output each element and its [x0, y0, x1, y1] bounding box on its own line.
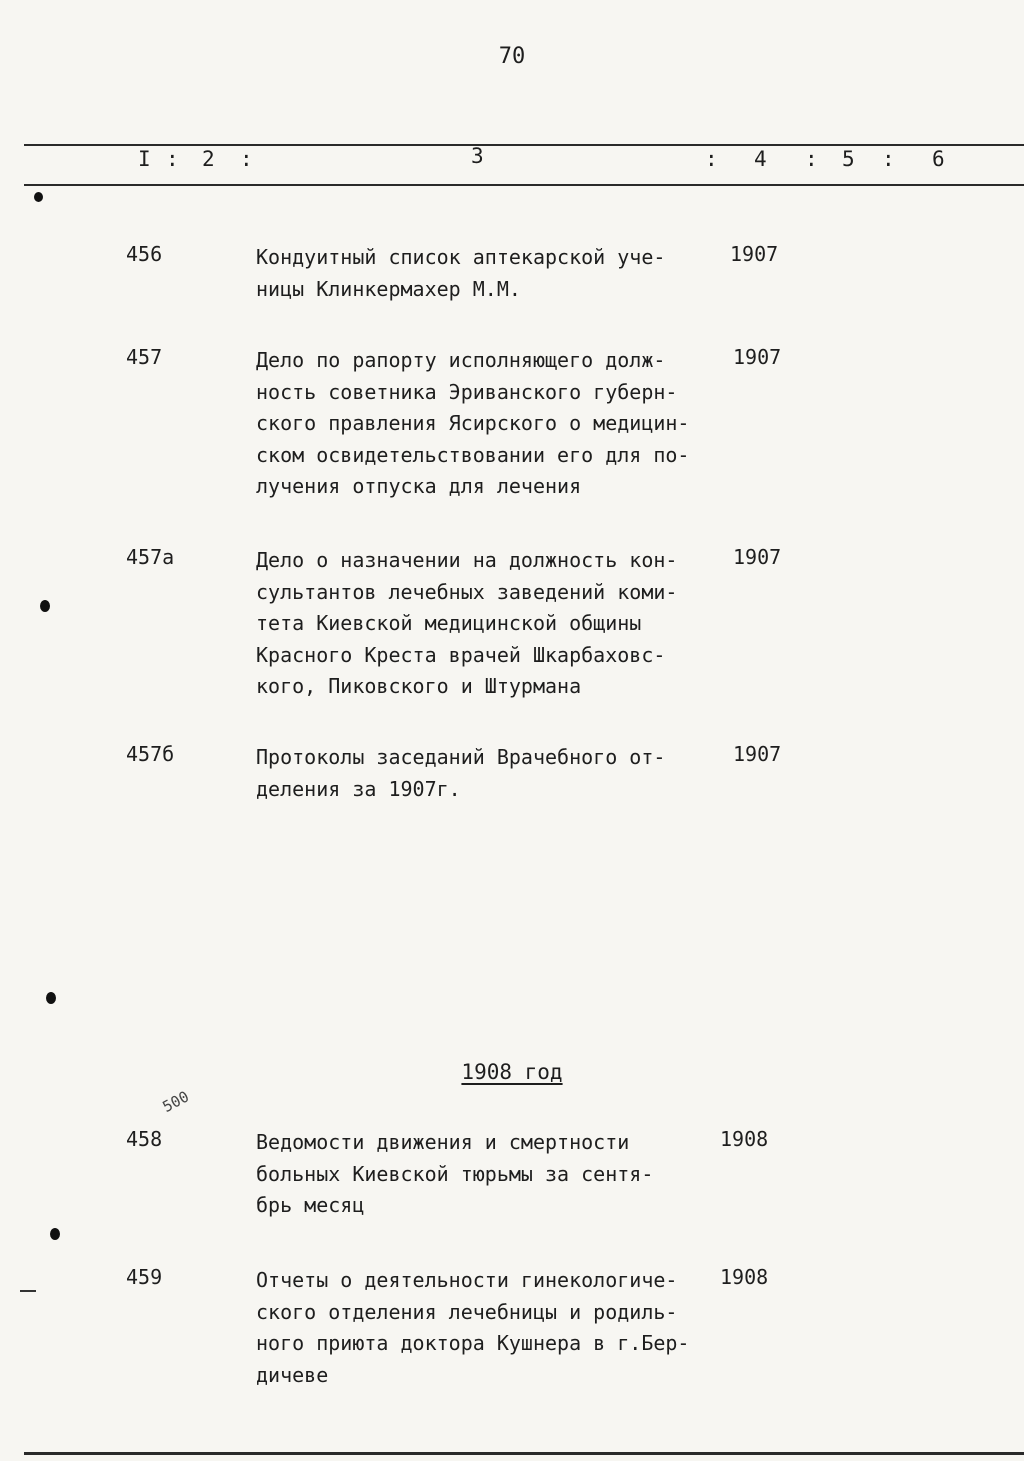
- column-separator: :: [882, 147, 895, 171]
- section-heading: [0, 1060, 1024, 1084]
- entry-year: 1907: [733, 742, 782, 766]
- entry-number: 458: [126, 1127, 163, 1151]
- entry-title-line: Дело о назначении на должность кон-: [256, 548, 678, 572]
- column-separator: :: [705, 147, 718, 171]
- binder-hole-dot: [50, 1228, 60, 1240]
- section-heading-text: 1908 год: [461, 1060, 563, 1084]
- entry-title-line: больных Киевской тюрьмы за сентя-: [256, 1161, 654, 1186]
- entry-title-line: Дело по рапорту исполняющего долж-: [256, 348, 666, 372]
- entry-title: [256, 345, 736, 503]
- binder-hole-dot: [46, 992, 56, 1004]
- entry-title-line: ского отделения лечебницы и родиль-: [256, 1299, 678, 1324]
- entry-title-line: Кондуитный список аптекарской уче-: [256, 245, 666, 269]
- entry-number: 459: [126, 1265, 163, 1289]
- column-header-2: 2: [202, 147, 215, 171]
- entry-title-line: брь месяц: [256, 1193, 365, 1217]
- entry-year: 1908: [720, 1265, 769, 1289]
- page-number: 70: [498, 44, 526, 69]
- entry-title: [256, 1265, 736, 1391]
- table-top-rule: [24, 144, 1024, 146]
- entry-title-line: ность советника Эриванского губерн-: [256, 379, 678, 404]
- entry-title-line: Красного Креста врачей Шкарбаховс-: [256, 642, 666, 667]
- table-bottom-rule: [24, 1452, 1024, 1455]
- entry-title-line: тета Киевской медицинской общины: [256, 611, 642, 635]
- binder-hole-dot: [34, 192, 43, 202]
- entry-number: 457а: [126, 545, 175, 569]
- column-header-6: 6: [932, 147, 945, 171]
- column-header-5: 5: [842, 147, 855, 171]
- entry-title: [256, 242, 736, 305]
- entry-title-line: ском освидетельствовании его для по-: [256, 442, 690, 467]
- entry-title: [256, 742, 736, 805]
- entry-title-line: Протоколы заседаний Врачебного от-: [256, 745, 666, 769]
- column-header-3: 3: [471, 144, 484, 168]
- entry-title-line: ного приюта доктора Кушнера в г.Бер-: [256, 1331, 690, 1355]
- entry-year: 1907: [733, 545, 782, 569]
- column-separator: :: [166, 147, 179, 171]
- entry-year: 1908: [720, 1127, 769, 1151]
- margin-note: 500: [159, 1087, 192, 1116]
- entry-title-line: ницы Клинкермахер М.М.: [256, 276, 521, 301]
- table-header-rule: [24, 184, 1024, 186]
- entry-title-line: сультантов лечебных заведений коми-: [256, 579, 678, 604]
- column-separator: :: [240, 147, 253, 171]
- entry-title-line: кого, Пиковского и Штурмана: [256, 674, 582, 698]
- entry-year: 1907: [730, 242, 779, 266]
- entry-title: [256, 545, 736, 703]
- entry-title-line: деления за 1907г.: [256, 776, 461, 801]
- entry-title-line: дичеве: [256, 1362, 329, 1387]
- scan-mark-dash: [20, 1290, 36, 1292]
- entry-title-line: Ведомости движения и смертности: [256, 1130, 630, 1154]
- binder-hole-dot: [40, 600, 50, 612]
- entry-title-line: Отчеты о деятельности гинекологиче-: [256, 1268, 678, 1292]
- column-header-4: 4: [754, 147, 767, 171]
- entry-title-line: лучения отпуска для лечения: [256, 474, 582, 498]
- entry-number: 457: [126, 345, 163, 369]
- entry-title-line: ского правления Ясирского о медицин-: [256, 411, 690, 435]
- entry-title: [256, 1127, 736, 1222]
- column-header-1: I: [138, 147, 151, 171]
- entry-number: 456: [126, 242, 163, 266]
- entry-number: 457б: [126, 742, 175, 766]
- column-separator: :: [805, 147, 818, 171]
- entry-year: 1907: [733, 345, 782, 369]
